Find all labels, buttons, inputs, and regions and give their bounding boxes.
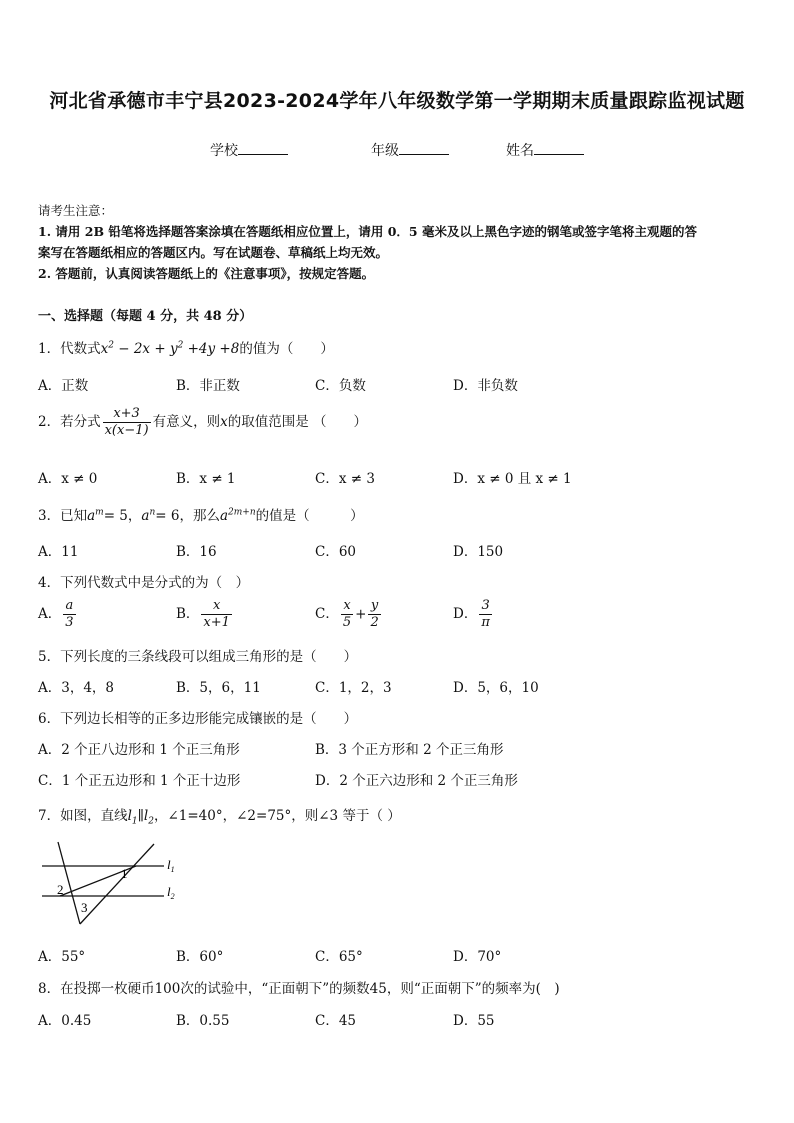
q4-option-d	[453, 598, 494, 631]
q7-line-l2: $l_2$	[143, 808, 154, 827]
question-3	[38, 504, 364, 524]
name-label: 姓名	[506, 143, 534, 159]
q3-mid-2: = 6，那么	[155, 508, 220, 524]
q7-line-l1: $l_1$	[127, 808, 138, 827]
q7-option-b: B．60°	[176, 949, 224, 965]
notice-line-3: 2. 答题前，认真阅读答题纸上的《注意事项》，按规定答题。	[38, 266, 375, 281]
q2-fraction	[103, 406, 151, 439]
q3-expr-3: $a^{2m+n}$	[219, 507, 256, 524]
q4-b-numerator: x	[213, 598, 221, 613]
q8-option-a: A．0.45	[38, 1013, 92, 1029]
q4-a-denominator: 3	[65, 615, 74, 630]
q7-option-d: D．70°	[453, 949, 502, 965]
question-7	[38, 804, 401, 827]
q1-prefix: 1．代数式	[38, 341, 101, 357]
question-5: 5．下列长度的三条线段可以组成三角形的是（ ）	[38, 649, 358, 665]
q2-suffix: 的取值范围是 （ ）	[227, 414, 367, 430]
q2-option-a: A．x ≠ 0	[38, 471, 98, 487]
l2-label: $l_2$	[167, 884, 175, 901]
q4-c-plus: +	[355, 606, 367, 623]
q7-figure	[36, 838, 186, 928]
q4-c2-denominator: 2	[370, 615, 379, 630]
q4-fraction-a	[63, 598, 75, 631]
q2-option-c: C．x ≠ 3	[315, 471, 375, 487]
q7-suffix: ，∠1=40°，∠2=75°，则∠3 等于（ ）	[153, 808, 401, 824]
angle-2-label: 2	[57, 882, 64, 897]
notice-line-1: 1. 请用 2B 铅笔将选择题答案涂填在答题纸相应位置上，请用 0．5 毫米及以上黑色字迹的钢笔或签字笔将主观题的答	[38, 224, 697, 239]
q6-option-c: C．1 个正五边形和 1 个正十边形	[38, 773, 241, 789]
q4-option-b	[176, 598, 234, 631]
q3-prefix: 3．已知	[38, 508, 88, 524]
q4-d-numerator: 3	[481, 598, 490, 613]
q2-denominator: x(x−1)	[104, 423, 149, 438]
q3-option-d: D．150	[453, 544, 504, 560]
q2-option-b: B．x ≠ 1	[176, 471, 236, 487]
name-blank	[534, 142, 584, 155]
q3-option-c: C．60	[315, 544, 357, 560]
q4-label-c: C．	[315, 606, 339, 622]
q4-option-c	[315, 598, 383, 631]
angle-1-label: 1	[121, 866, 128, 881]
q4-b-denominator: x+1	[203, 615, 230, 630]
q1-suffix: 的值为（ ）	[239, 341, 334, 357]
q3-option-a: A．11	[38, 544, 79, 560]
q3-expr-1: $a^m$	[87, 507, 104, 524]
q5-option-d: D．5，6，10	[453, 680, 539, 696]
q7-option-a: A．55°	[38, 949, 86, 965]
q1-option-c: C．负数	[315, 378, 366, 394]
q4-c1-numerator: x	[343, 598, 351, 613]
q4-fraction-b	[201, 598, 232, 631]
school-label: 学校	[210, 143, 238, 159]
q1-expression: $x^2 - 2x + y^2 +4y +8$	[100, 340, 240, 357]
q4-c1-denominator: 5	[342, 615, 352, 630]
q1-option-d: D．非负数	[453, 378, 518, 394]
q5-option-b: B．5，6，11	[176, 680, 261, 696]
grade-field	[371, 140, 449, 160]
notice-heading: 请考生注意：	[38, 203, 114, 218]
q8-option-b: B．0.55	[176, 1013, 230, 1029]
q2-mid: 有意义，则	[152, 414, 221, 430]
q6-option-d: D．2 个正六边形和 2 个正三角形	[315, 773, 518, 789]
q3-mid-1: = 5，	[103, 508, 142, 524]
q1-option-b: B．非正数	[176, 378, 240, 394]
q7-option-c: C．65°	[315, 949, 363, 965]
q4-label-a: A．	[38, 606, 62, 622]
question-8: 8．在投掷一枚硬币100次的试验中，“正面朝下”的频数45，则“正面朝下”的频率为( )	[38, 981, 560, 997]
q4-label-b: B．	[176, 606, 200, 622]
question-4: 4．下列代数式中是分式的为（ ）	[38, 575, 250, 591]
q3-expr-2: $a^n$	[141, 507, 156, 524]
q2-var: x	[220, 414, 228, 430]
name-field	[506, 140, 584, 160]
q8-option-d: D．55	[453, 1013, 495, 1029]
question-6: 6．下列边长相等的正多边形能完成镶嵌的是（ ）	[38, 711, 358, 727]
q2-numerator: x+3	[113, 406, 140, 421]
section-heading: 一、选择题（每题 4 分，共 48 分）	[38, 309, 253, 324]
q4-fraction-d	[479, 598, 492, 631]
q3-suffix: 的值是（ ）	[255, 508, 364, 524]
q6-option-a: A．2 个正八边形和 1 个正三角形	[38, 742, 240, 758]
q4-label-d: D．	[453, 606, 478, 622]
q4-c2-numerator: y	[370, 598, 379, 613]
q7-parallel: ∥	[137, 808, 144, 824]
q7-prefix: 7．如图，直线	[38, 808, 128, 824]
grade-label: 年级	[371, 143, 399, 159]
q4-d-denominator: π	[481, 615, 490, 630]
q6-option-b: B．3 个正方形和 2 个正三角形	[315, 742, 504, 758]
q4-a-numerator: a	[65, 598, 74, 613]
notice-line-2: 案写在答题纸相应的答题区内。写在试题卷、草稿纸上均无效。	[38, 245, 389, 260]
angle-3-label: 3	[81, 900, 88, 915]
q4-option-a	[38, 598, 78, 631]
q4-fraction-c2	[368, 598, 380, 631]
q2-option-d: D．x ≠ 0 且 x ≠ 1	[453, 471, 572, 487]
q5-option-a: A．3，4，8	[38, 680, 115, 696]
q1-option-a: A．正数	[38, 378, 89, 394]
q2-prefix: 2．若分式	[38, 414, 101, 430]
q4-fraction-c1	[341, 598, 353, 631]
question-2	[38, 406, 367, 439]
q5-option-c: C．1，2，3	[315, 680, 392, 696]
school-field	[210, 140, 288, 160]
school-blank	[238, 142, 288, 155]
l1-label: $l_1$	[167, 857, 175, 874]
grade-blank	[399, 142, 449, 155]
q8-option-c: C．45	[315, 1013, 357, 1029]
question-1	[38, 337, 334, 357]
page-title: 河北省承德市丰宁县2023-2024学年八年级数学第一学期期末质量跟踪监视试题	[49, 90, 745, 112]
q3-option-b: B．16	[176, 544, 217, 560]
